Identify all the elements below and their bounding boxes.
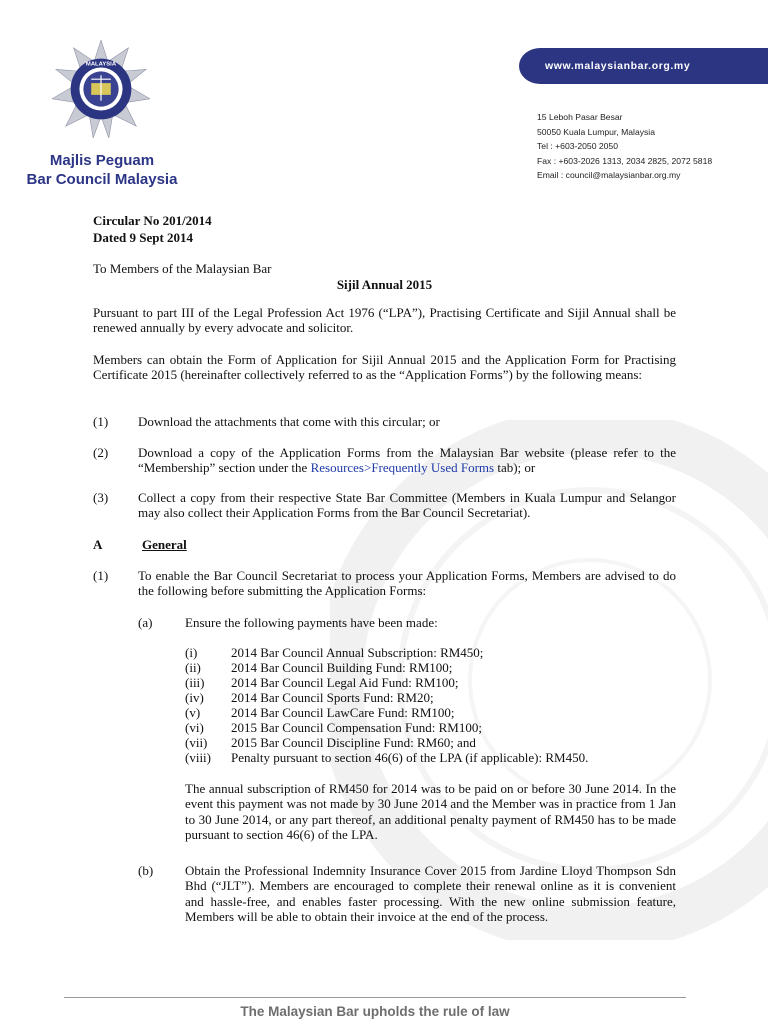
sub-text: Ensure the following payments have been made: [185,615,438,630]
item-number: (1) [93,568,109,583]
website-banner[interactable]: www.malaysianbar.org.my [519,48,768,84]
item-text: Download the attachments that come with this circular; or [138,414,440,429]
section-letter: A [93,537,103,552]
item-number: (2) [93,445,109,460]
email-line: Email : council@malaysianbar.org.my [537,170,681,181]
footer-divider [64,997,686,998]
sub-text: Obtain the Professional Indemnity Insurance Cover 2015 from Jardine Lloyd Thompson Sdn Bhd (“JLT”). Members are encouraged to complete their renewal online as it is convenient and hassle-free, and enables faster processing. With the new online submission feature, Members will be able to obtain their invoice at the end of the process. [185,863,676,925]
org-name-english: Bar Council Malaysia [26,171,178,188]
phone-line: Tel : +603-2050 2050 [537,141,618,152]
fax-line: Fax : +603-2026 1313, 2034 2825, 2072 5818 [537,155,713,166]
section-title: General [142,537,187,552]
item-text: To enable the Bar Council Secretariat to process your Application Forms, Members are advised to do the following before submitting the Application Forms: [138,568,676,599]
sub-letter: (b) [138,863,154,878]
item-number: (3) [93,490,109,505]
sub-letter: (a) [138,615,153,630]
address-line: 15 Leboh Pasar Besar [537,112,623,122]
item-text: Collect a copy from their respective State Bar Committee (Members in Kuala Lumpur and Selangor may also collect their Application Forms from the Bar Council Secretariat). [138,490,676,521]
circular-number: Circular No 201/2014 [93,213,212,228]
bar-council-emblem [52,40,150,138]
address-line: 50050 Kuala Lumpur, Malaysia [537,126,656,137]
item-number: (1) [93,414,109,429]
circular-title: Sijil Annual 2015 [336,277,433,292]
address-block [537,110,712,183]
recipient: To Members of the Malaysian Bar [93,261,272,276]
item-text: Download a copy of the Application Forms from the Malaysian Bar website (please refer to the “Membership” section under the Resources>Frequently Used Forms tab); or [138,445,676,476]
intro-paragraph: Pursuant to part III of the Legal Profession Act 1976 (“LPA”), Practising Certificate and Sijil Annual shall be renewed annually by every advocate and solicitor. [93,305,676,336]
org-name-malay: Majlis Peguam [49,152,155,169]
circular-date: Dated 9 Sept 2014 [93,230,194,245]
resources-forms-link[interactable]: Resources>Frequently Used Forms [310,460,495,476]
means-paragraph: Members can obtain the Form of Application for Sijil Annual 2015 and the Application Form for Practising Certificate 2015 (hereinafter collectively referred to as the “Application Forms”) by the following means: [93,352,676,383]
footer-tagline: The Malaysian Bar upholds the rule of law [240,1004,510,1019]
note-text: The annual subscription of RM450 for 2014 was to be paid on or before 30 June 2014. In the event this payment was not made by 30 June 2014 and the Member was in practice from 1 Jan to 30 June 2014, or any part thereof, an additional penalty payment of RM450 has to be made pursuant to section 46(6) of the LPA. [185,781,676,843]
emblem-text: MALAYSIA [85,61,117,68]
